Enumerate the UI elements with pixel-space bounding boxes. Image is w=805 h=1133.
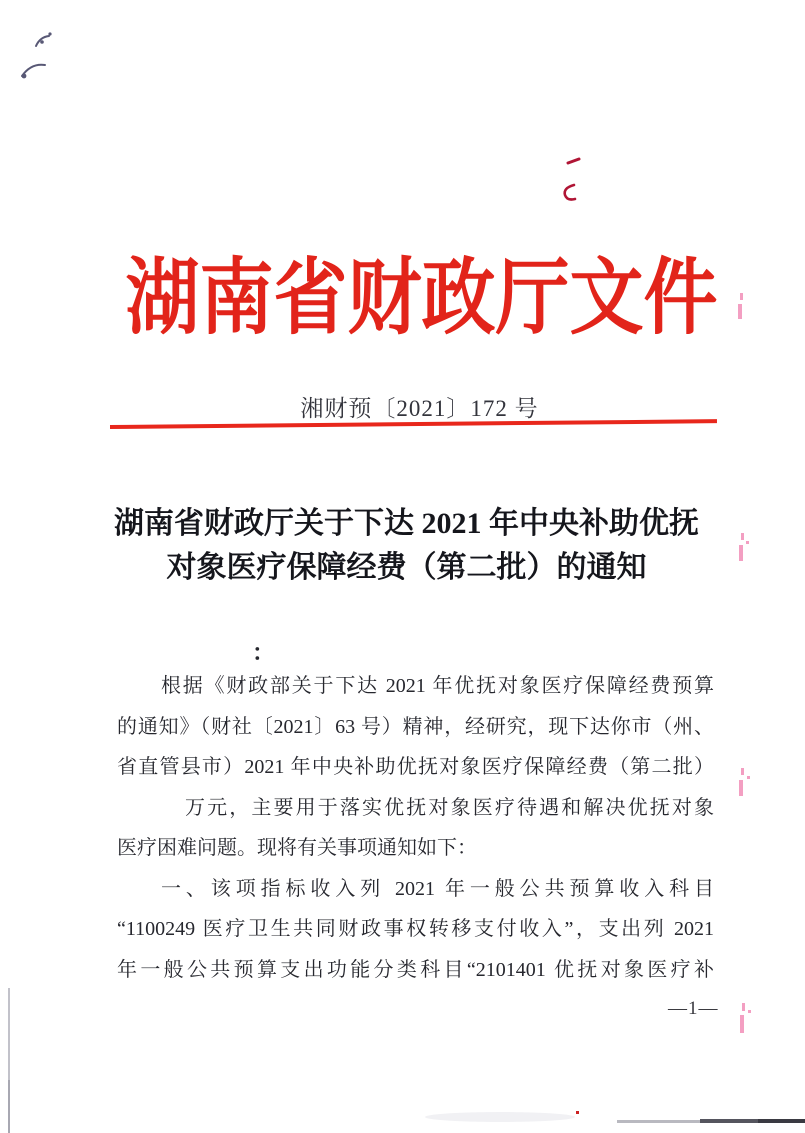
page-edge-shadow-left [8, 988, 10, 1133]
document-title [0, 502, 805, 590]
agency-masthead-title: 湖南省财政厅文件 [125, 253, 718, 346]
pen-scribble-icon [22, 32, 52, 78]
page-number: —1— [668, 998, 719, 1019]
body-line: 医疗困难问题。现将有关事项通知如下： [117, 837, 477, 859]
body-line: 年一般公共预算支出功能分类科目“2101401 优抚对象医疗补 [117, 958, 714, 981]
addressee-colon: ： [252, 640, 275, 665]
red-dot-artifact [576, 1111, 579, 1114]
document-title-line2: 对象医疗保障经费（第二批）的通知 [166, 551, 647, 584]
document-title-line1: 湖南省财政厅关于下达 2021 年中央补助优抚 [114, 507, 699, 540]
body-line: “1100249 医疗卫生共同财政事权转移支付收入”，支出列 2021 [117, 918, 714, 940]
body-line: 一、该项指标收入列 2021 年一般公共预算收入科目 [161, 877, 714, 900]
body-line: 万元，主要用于落实优抚对象医疗待遇和解决优抚对象 [185, 796, 714, 819]
body-line: 的通知》（财社〔2021〕63 号）精神，经研究，现下达你市（州、 [117, 715, 714, 738]
document-reference-number: 湘财预〔2021〕172 号 [300, 396, 539, 421]
smudge-artifact [425, 1112, 575, 1122]
body-line: 省直管县市）2021 年中央补助优抚对象医疗保障经费（第二批） [117, 756, 714, 778]
page-edge-shadow-bottom [617, 1119, 805, 1123]
body-line: 根据《财政部关于下达 2021 年优抚对象医疗保障经费预算 [161, 675, 714, 697]
red-pen-mark-icon [565, 159, 579, 200]
body-text [117, 666, 714, 990]
